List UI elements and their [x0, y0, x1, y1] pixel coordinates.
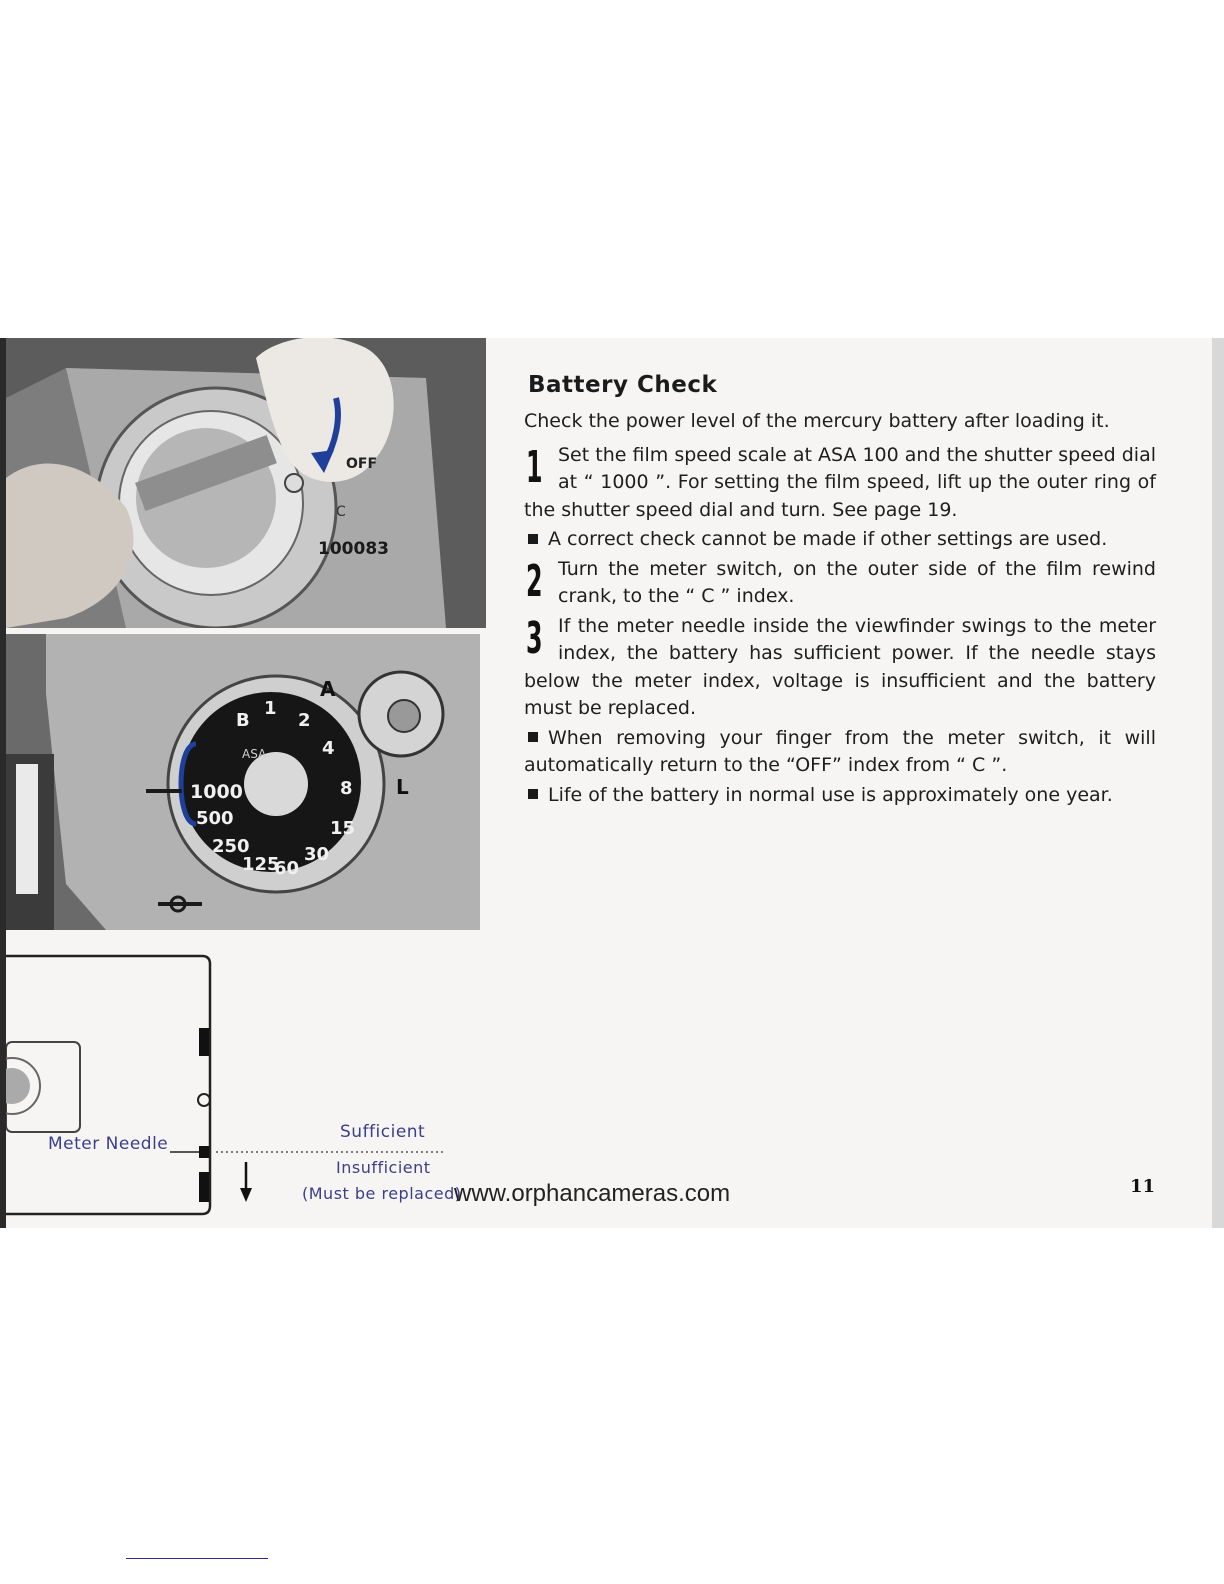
- note-text: When removing your finger from the meter switch, it will automatically return to the “OFF” index from “ C ”.: [524, 726, 1156, 776]
- step-number: 3: [526, 612, 543, 664]
- watermark-url: www.orphancameras.com: [454, 1180, 731, 1207]
- note-text: Life of the battery in normal use is approximately one year.: [548, 783, 1113, 806]
- dial-value-15: 15: [330, 818, 356, 839]
- off-label: OFF: [346, 456, 378, 472]
- note-correct-check: [524, 526, 1156, 554]
- step-text: Set the film speed scale at ASA 100 and the shutter speed dial at “ 1000 ”. For setting the film speed, lift up the outer ring of the shutter speed dial and turn. See page 19.: [524, 443, 1156, 521]
- note-text: A correct check cannot be made if other settings are used.: [548, 528, 1108, 550]
- intro-paragraph: Check the power level of the mercury battery after loading it.: [524, 410, 1110, 432]
- bullet-icon: [528, 534, 538, 544]
- dial-value-b: B: [236, 710, 250, 731]
- l-mark: L: [396, 775, 409, 799]
- page-number: 11: [1130, 1176, 1156, 1197]
- shutter-dial-photo: [6, 634, 480, 930]
- meter-needle-label: Meter Needle: [48, 1134, 169, 1154]
- dial-value-2: 2: [298, 710, 311, 731]
- asa-mark: ASA: [242, 747, 267, 761]
- dial-value-30: 30: [304, 844, 330, 865]
- bullet-icon: [528, 732, 538, 742]
- dial-value-250: 250: [212, 836, 250, 857]
- dial-value-60: 60: [274, 858, 300, 879]
- must-be-replaced-label: (Must be replaced): [302, 1184, 462, 1203]
- step-number: 2: [526, 555, 543, 607]
- dial-value-500: 500: [196, 808, 234, 829]
- step-3: [524, 613, 1156, 723]
- battery-check-section: [524, 372, 1156, 809]
- a-mark: A: [320, 677, 336, 701]
- bullet-icon: [528, 789, 538, 799]
- c-label: C: [336, 504, 346, 520]
- sufficient-label: Sufficient: [340, 1122, 426, 1142]
- step-2: [524, 556, 1156, 611]
- step-text: Turn the meter switch, on the outer side of the film rewind crank, to the “ C ” index.: [558, 557, 1156, 607]
- footer-rule: [126, 1558, 268, 1559]
- dial-value-4: 4: [322, 738, 335, 759]
- dial-value-1: 1: [264, 698, 277, 719]
- dial-value-125: 125: [242, 854, 280, 875]
- section-title: Battery Check: [528, 372, 718, 398]
- shutter-dial-illustration: [6, 634, 480, 930]
- step-1: [524, 442, 1156, 525]
- note-battery-life: [524, 782, 1156, 810]
- scan-right-edge: [1212, 338, 1224, 1228]
- dial-value-8: 8: [340, 778, 353, 799]
- step-text: If the meter needle inside the viewfinder swings to the meter index, the battery has sufficient power. If the needle stays below the meter index, voltage is insufficient and the battery must be replaced.: [524, 614, 1156, 719]
- serial-number-label: 100083: [318, 539, 389, 559]
- step-number: 1: [526, 441, 543, 493]
- viewfinder-meter-diagram: [6, 950, 466, 1220]
- dial-value-1000: 1000: [190, 781, 243, 803]
- insufficient-label: Insufficient: [336, 1158, 431, 1177]
- meter-switch-illustration: [6, 338, 486, 628]
- meter-switch-photo: [6, 338, 486, 628]
- note-auto-return: [524, 725, 1156, 780]
- viewfinder-frame-drawing: [6, 950, 466, 1220]
